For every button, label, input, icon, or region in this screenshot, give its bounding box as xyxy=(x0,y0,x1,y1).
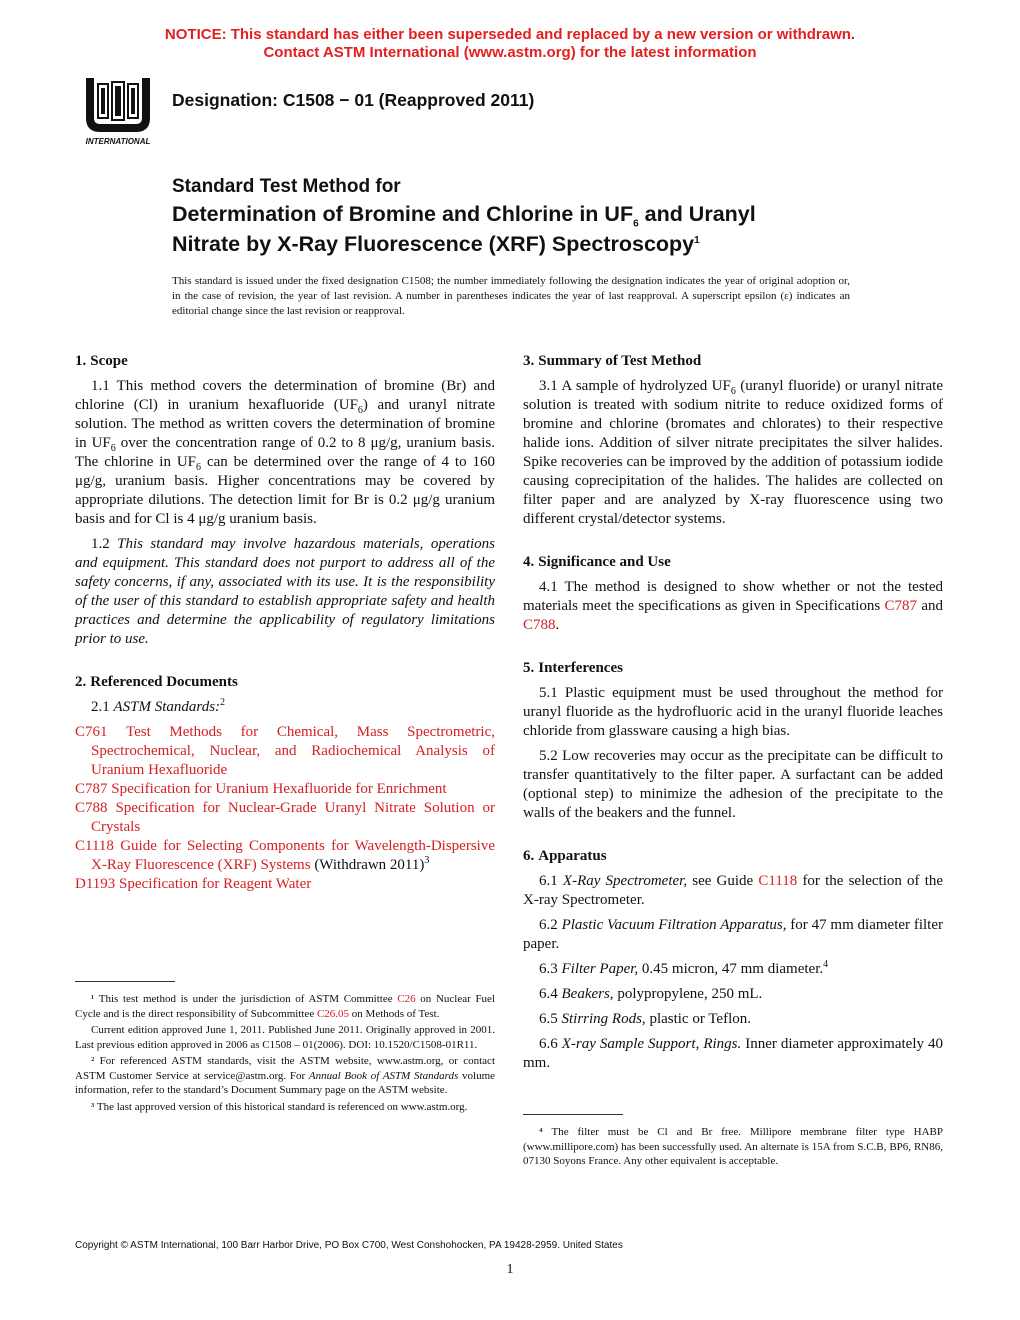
astm-logo-icon xyxy=(74,74,162,146)
footnote-rule-left xyxy=(75,981,175,982)
reference-c1118[interactable]: C1118 Guide for Selecting Components for Wavelength-Dispersive X-Ray Fluorescence (XRF) Systems (Withdrawn 2011)$^3$ xyxy=(75,838,496,873)
section-heading-scope: 1. Scope xyxy=(75,353,128,369)
reference-c788[interactable]: C788 Specification for Nuclear-Grade Uranyl Nitrate Solution or Crystals xyxy=(75,800,496,835)
logo-subtext: INTERNATIONAL xyxy=(85,137,151,146)
section-heading-summary: 3. Summary of Test Method xyxy=(523,353,702,369)
title-line-3: Nitrate by X-Ray Fluorescence (XRF) Spectroscopy$^1$ xyxy=(172,232,700,256)
footnotes-right xyxy=(523,1125,943,1171)
paragraph-1-1: 1.1 This method covers the determination of bromine (Br) and chlorine (Cl) in uranium hexafluoride $(UF_6)$ and uranyl nitrate solution. The method as written covers the determination of bromine in $UF_6$ over the concentration range of 0.2 to 8 μg/g, uranium basis. The chlorine in $UF_6$ can be determined over the range of 4 to 160 μg/g, uranium basis. Higher concentrations may be covered by appropriate dilutions. The detection limit for Br is 0.2 μg/g uranium basis and for Cl is 4 μg/g uranium basis. xyxy=(75,378,496,527)
notice-line-1: NOTICE: This standard has either been superseded and replaced by a new version or withdrawn. xyxy=(164,26,856,43)
document-title xyxy=(172,176,872,258)
footnote-1-edition: Current edition approved June 1, 2011. Published June 2011. Originally approved in 2001. Last previous edition approved in 2006 as C1508 – 01(2006). DOI: 10.1520/C1508-01R11. xyxy=(75,1024,495,1051)
section-heading-referenced-documents: 2. Referenced Documents xyxy=(75,674,238,690)
section-heading-significance: 4. Significance and Use xyxy=(523,554,671,570)
reference-c787[interactable]: C787 Specification for Uranium Hexafluoride for Enrichment xyxy=(75,781,447,797)
footnote-4: ⁴ The filter must be Cl and Br free. Millipore membrane filter type HABP (www.millipore.com) has been successfully used. An alternate is 15A from S.C.B, BP6, RN86, 07130 Soyons France. Any other equivalent is acceptable. xyxy=(523,1126,943,1167)
section-heading-interferences: 5. Interferences xyxy=(523,660,623,676)
paragraph-5-2: 5.2 Low recoveries may occur as the precipitate can be difficult to transfer quantitatively to the filter paper. A surfactant can be added (optional step) to minimize the adhesion of the precipitate to the walls of the beakers and the funnel. xyxy=(523,748,943,821)
copyright-line: Copyright © ASTM International, 100 Barr Harbor Drive, PO Box C700, West Conshohocken, PA 19428-2959. United States xyxy=(75,1240,623,1251)
astm-international-logo xyxy=(74,74,162,146)
link-c787[interactable]: C787 xyxy=(884,598,918,614)
section-heading-apparatus: 6. Apparatus xyxy=(523,848,607,864)
link-c1118[interactable]: C1118 xyxy=(758,873,798,889)
paragraph-6-1: 6.1 X-Ray Spectrometer, see Guide C1118 for the selection of the X-ray Spectrometer. xyxy=(523,873,944,908)
title-line-1: Standard Test Method for xyxy=(172,176,401,197)
paragraph-2-1: 2.1 ASTM Standards:$^2$ xyxy=(91,697,226,715)
title-line-2: Determination of Bromine and Chlorine in $UF_6$ and Uranyl xyxy=(172,202,756,230)
link-c788[interactable]: C788 xyxy=(523,617,556,633)
paragraph-5-1: 5.1 Plastic equipment must be used throughout the method for uranyl fluoride as the hydrofluoric acid in the uranyl fluoride leaches chloride from glassware causing a high bias. xyxy=(523,685,943,739)
paragraph-3-1: 3.1 A sample of hydrolyzed $UF_6$ (uranyl fluoride) or uranyl nitrate solution is treated with sodium nitrite to reduce oxidized forms of bromine and chlorine (bromates and chlorates) to their respective halide ions. Addition of silver nitrate precipitates the silver halides. Spike recoveries can be improved by the addition of potassium iodide causing coprecipitation of the halides. The halides are collected on filter paper and are analyzed by X-ray fluorescence using two different crystal/detector systems. xyxy=(523,378,944,527)
footnote-1: ¹ This test method is under the jurisdiction of ASTM Committee C26 on Nuclear Fuel Cycle and is the direct responsibility of Subcommittee C26.05 on Methods of Test. xyxy=(75,993,495,1020)
footnotes-left xyxy=(75,992,495,1116)
supersede-notice xyxy=(0,26,1020,62)
paragraph-4-1: 4.1 The method is designed to show whether or not the tested materials meet the specifications as given in Specifications C787 and C788. xyxy=(523,579,943,633)
footnote-3: ³ The last approved version of this historical standard is referenced on www.astm.org. xyxy=(91,1100,468,1113)
issue-statement: This standard is issued under the fixed designation C1508; the number immediately following the designation indicates the year of original adoption or, in the case of revision, the year of last revision. A number in parentheses indicates the year of last reapproval. A superscript epsilon (ε) indicates an editorial change since the last revision or reapproval. xyxy=(172,275,850,317)
paragraph-6-2: 6.2 Plastic Vacuum Filtration Apparatus, for 47 mm diameter filter paper. xyxy=(523,917,943,952)
left-column xyxy=(75,352,495,894)
right-column xyxy=(523,352,943,1079)
paragraph-1-2: 1.2 This standard may involve hazardous materials, operations and equipment. This standard does not purport to address all of the safety concerns, if any, associated with its use. It is the responsibility of the user of this standard to establish appropriate safety and health practices and determine the applicability of regulatory limitations prior to use. xyxy=(75,536,495,647)
paragraph-6-5: 6.5 Stirring Rods, plastic or Teflon. xyxy=(539,1011,752,1027)
notice-line-2: Contact ASTM International (www.astm.org) for the latest information xyxy=(263,44,757,61)
footnote-2: ² For referenced ASTM standards, visit the ASTM website, www.astm.org, or contact ASTM Customer Service at service@astm.org. For Annual Book of ASTM Standards volume information, refer to the standard’s Document Summary page on the ASTM website. xyxy=(75,1055,496,1096)
paragraph-6-4: 6.4 Beakers, polypropylene, 250 mL. xyxy=(539,986,763,1002)
page-number: 1 xyxy=(506,1262,514,1277)
reference-d1193[interactable]: D1193 Specification for Reagent Water xyxy=(75,876,312,892)
reference-c761[interactable]: C761 Test Methods for Chemical, Mass Spectrometric, Spectrochemical, Nuclear, and Radiochemical Analysis of Uranium Hexafluoride xyxy=(75,724,495,778)
paragraph-6-3: 6.3 Filter Paper, 0.45 micron, 47 mm diameter.$^4$ xyxy=(539,959,829,977)
paragraph-6-6: 6.6 X-ray Sample Support, Rings. Inner diameter approximately 40 mm. xyxy=(523,1036,943,1071)
designation: Designation: C1508 − 01 (Reapproved 2011) xyxy=(172,90,535,110)
footnote-rule-right xyxy=(523,1114,623,1115)
